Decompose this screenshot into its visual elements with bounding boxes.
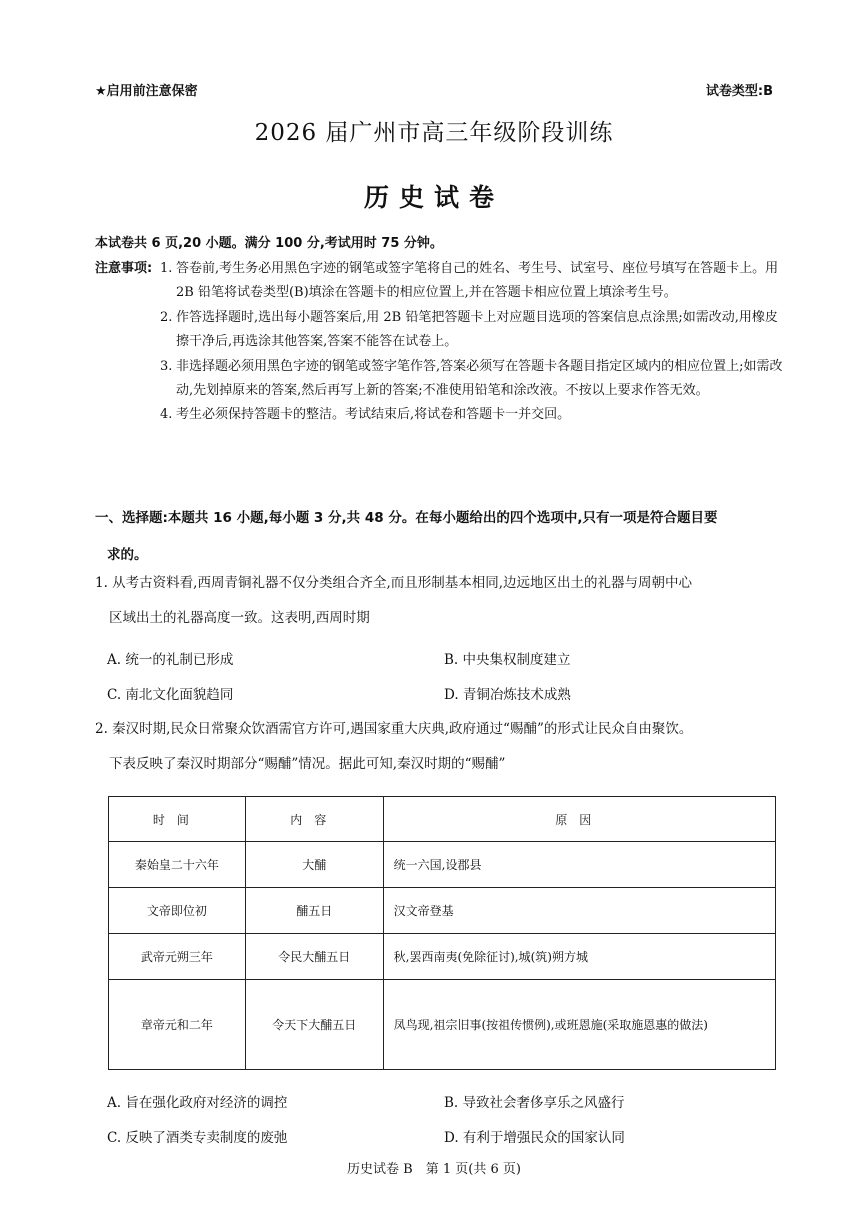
notice-item [160, 257, 790, 306]
table-header: 时间 [109, 797, 246, 842]
table-header: 原因 [383, 797, 775, 842]
table-cell: 统一六国,设郡县 [383, 842, 775, 888]
page-footer: 历史试卷 B 第 1 页(共 6 页) [347, 1162, 521, 1177]
table-cell: 令天下大酺五日 [245, 980, 383, 1070]
option-c[interactable]: C. 南北文化面貌趋同 [107, 686, 234, 703]
option-a[interactable]: A. 统一的礼制已形成 [107, 651, 234, 668]
question-2-stem-cont: 下表反映了秦汉时期部分“赐酺”情况。据此可知,秦汉时期的“赐酺” [109, 756, 506, 772]
notice-list [160, 257, 790, 428]
table-cell: 大酺 [245, 842, 383, 888]
section-heading-line: 一、选择题:本题共 16 小题,每小题 3 分,共 48 分。在每小题给出的四个选项中,只有一项是符合题目要 [95, 510, 718, 526]
notice-item [160, 355, 790, 404]
option-c[interactable]: C. 反映了酒类专卖制度的废弛 [107, 1129, 288, 1146]
question-1 [95, 566, 785, 636]
question-1-stem: 1. 从考古资料看,西周青铜礼器不仅分类组合齐全,而且形制基本相同,边远地区出土的礼器与周朝中心 [95, 575, 693, 591]
notice-item [160, 403, 790, 427]
notice-number: 2. [160, 309, 173, 325]
cipu-table [108, 796, 776, 1070]
section-heading-line: 求的。 [107, 547, 148, 563]
table-cell: 令民大酺五日 [245, 934, 383, 980]
option-d[interactable]: D. 青铜冶炼技术成熟 [444, 686, 571, 703]
notice-number: 3. [160, 358, 173, 374]
section-heading [95, 500, 785, 574]
option-a[interactable]: A. 旨在强化政府对经济的调控 [107, 1094, 288, 1111]
exam-title: 2026 届广州市高三年级阶段训练 [254, 120, 614, 146]
table-row [109, 934, 776, 980]
notice-number: 4. [160, 407, 173, 423]
table-cell: 酺五日 [245, 888, 383, 934]
question-2-stem: 2. 秦汉时期,民众日常聚众饮酒需官方许可,遇国家重大庆典,政府通过“赐酺”的形式让民众自由聚饮。 [95, 721, 693, 737]
notice-label: 注意事项: [95, 261, 153, 276]
table-cell: 凤鸟现,祖宗旧事(按祖传惯例),或班恩施(采取施恩惠的做法) [383, 980, 775, 1070]
question-1-stem-cont: 区域出土的礼器高度一致。这表明,西周时期 [109, 610, 370, 626]
table-cell: 秦始皇二十六年 [109, 842, 246, 888]
option-d[interactable]: D. 有利于增强民众的国家认同 [444, 1129, 625, 1146]
notice-text: 考生必须保持答题卡的整洁。考试结束后,将试卷和答题卡一并交回。 [176, 407, 571, 423]
question-1-options [107, 640, 787, 710]
subject-title: 历史试卷 [363, 183, 504, 212]
exam-info: 本试卷共 6 页,20 小题。满分 100 分,考试用时 75 分钟。 [95, 236, 443, 251]
table-row [109, 888, 776, 934]
notice-text: 非选择题必须用黑色字迹的钢笔或签字笔作答,答案必须写在答题卡各题目指定区域内的相应位置上;如需改动,先划掉原来的答案,然后再写上新的答案;不准使用铅笔和涂改液。不按以上要求作答无效。 [176, 358, 783, 399]
confidential-note: ★启用前注意保密 [95, 84, 198, 99]
table-cell: 文帝即位初 [109, 888, 246, 934]
table-cell: 武帝元朔三年 [109, 934, 246, 980]
table-cell: 章帝元和二年 [109, 980, 246, 1070]
notice-number: 1. [160, 261, 173, 276]
table-header: 内容 [245, 797, 383, 842]
notice-text: 作答选择题时,选出每小题答案后,用 2B 铅笔把答题卡上对应题目选项的答案信息点涂黑;如需改动,用橡皮擦干净后,再选涂其他答案,答案不能答在试卷上。 [176, 309, 778, 350]
table-row [109, 842, 776, 888]
table-header-row [109, 797, 776, 842]
notice-text: 答卷前,考生务必用黑色字迹的钢笔或签字笔将自己的姓名、考生号、试室号、座位号填写在答题卡上。用 2B 铅笔将试卷类型(B)填涂在答题卡的相应位置上,并在答题卡相应位置上填涂考生号。 [176, 261, 779, 301]
paper-type: 试卷类型:B [705, 84, 773, 99]
question-2-options [107, 1083, 787, 1153]
table-cell: 汉文帝登基 [383, 888, 775, 934]
table-row [109, 980, 776, 1070]
option-b[interactable]: B. 中央集权制度建立 [444, 651, 571, 668]
question-2 [95, 712, 785, 782]
notice-item [160, 306, 790, 355]
option-b[interactable]: B. 导致社会奢侈享乐之风盛行 [444, 1094, 625, 1111]
table-cell: 秋,罢西南夷(免除征讨),城(筑)朔方城 [383, 934, 775, 980]
